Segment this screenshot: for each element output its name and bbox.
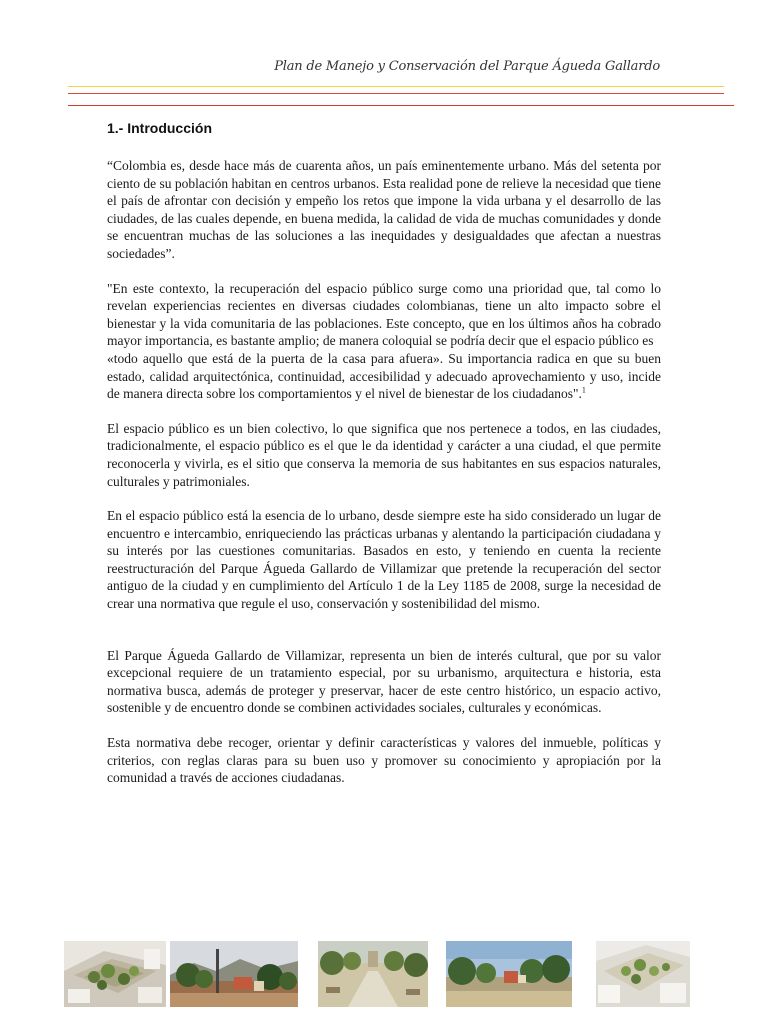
paragraph-6: Esta normativa debe recoger, orientar y definir características y valores del inmueble, políticas y criterios, con reglas claras para su buen uso y promover su conocimiento y apropiación por la comunidad a través de acciones ciudadanas. <box>107 735 661 786</box>
paragraph-2 <box>107 280 661 403</box>
header-rule-red-bottom <box>68 105 734 106</box>
photo-aerial-render-park <box>596 941 690 1007</box>
photo-park-trees-sky <box>446 941 572 1007</box>
paragraph-2-part-b: «todo aquello que está de la puerta de la casa para afuera». Su importancia radica en que su buen estado, calidad arquitectónica, continuidad, accesibilidad y adecuado aprovechamiento y uso, incide de manera directa sobre los comportamientos y el nivel de bienestar de los ciudadanos". <box>107 350 661 402</box>
photo-park-tower-mountains <box>170 941 298 1007</box>
header-rule-yellow <box>68 86 724 87</box>
paragraph-1: “Colombia es, desde hace más de cuarenta años, un país eminentemente urbano. Más del setenta por ciento de su población habitan en centros urbanos. Esta realidad pone de relieve la necesidad que tiene el país de afrontar con decisión y empeño los retos que impone la vida urbana y el desarrollo de las ciudades, de las cuales depende, en buena medida, la calidad de vida de muchas comunidades y donde se encuentran muchas de las soluciones a las inequidades y desigualdades que afectan a nuestras sociedades”. <box>107 158 661 261</box>
photo-plaza-walkway-trees <box>318 941 428 1007</box>
paragraph-5: El Parque Águeda Gallardo de Villamizar, representa un bien de interés cultural, que por su valor excepcional requiere de un tratamiento especial, por su urbanismo, arquitectura e historia, esta normativa busca, además de proteger y preservar, hacer de este centro histórico, un espacio activo, sostenible y de encuentro donde se combinen actividades sociales, culturales y económicas. <box>107 647 661 716</box>
page-header-title: Plan de Manejo y Conservación del Parque Águeda Gallardo <box>274 59 660 74</box>
paragraph-2-part-a: "En este contexto, la recuperación del espacio público surge como una prioridad que, tal como lo revelan experiencias recientes en diversas ciudades colombianas, tiene un alto impacto sobre el bienestar y la vida comunitaria de las poblaciones. Este concepto, que en los últimos años ha cobrado mayor importancia, es bastante amplio; de manera coloquial se podría decir que el espacio público es <box>107 280 661 349</box>
photo-aerial-render-plaza <box>64 941 166 1007</box>
body-text <box>107 157 661 804</box>
section-heading: 1.- Introducción <box>107 120 212 136</box>
paragraph-3: El espacio público es un bien colectivo, lo que significa que nos pertenece a todos, en las ciudades, tradicionalmente, el espacio público es el que le da identidad y carácter a una ciudad, el que permite reconocerla y vivirla, es el sitio que conserva la memoria de sus habitantes en sus espacios naturales, culturales y patrimoniales. <box>107 420 661 489</box>
header-rule-red <box>68 93 724 94</box>
footnote-marker[interactable]: 1 <box>581 385 586 395</box>
photo-strip <box>64 941 690 1007</box>
paragraph-4: En el espacio público está la esencia de lo urbano, desde siempre este ha sido considerado un lugar de encuentro e intercambio, enriqueciendo las prácticas urbanas y alentando la participación ciudadana y su interés por las cuestiones comunitarias. Basados en esto, y teniendo en cuenta la reciente reestructuración del Parque Águeda Gallardo de Villamizar que pretende la recuperación del sector antiguo de la ciudad y en cumplimiento del Artículo 1 de la Ley 1185 de 2008, surge la necesidad de crear una normativa que regule el uso, conservación y sostenibilidad del mismo. <box>107 508 661 612</box>
